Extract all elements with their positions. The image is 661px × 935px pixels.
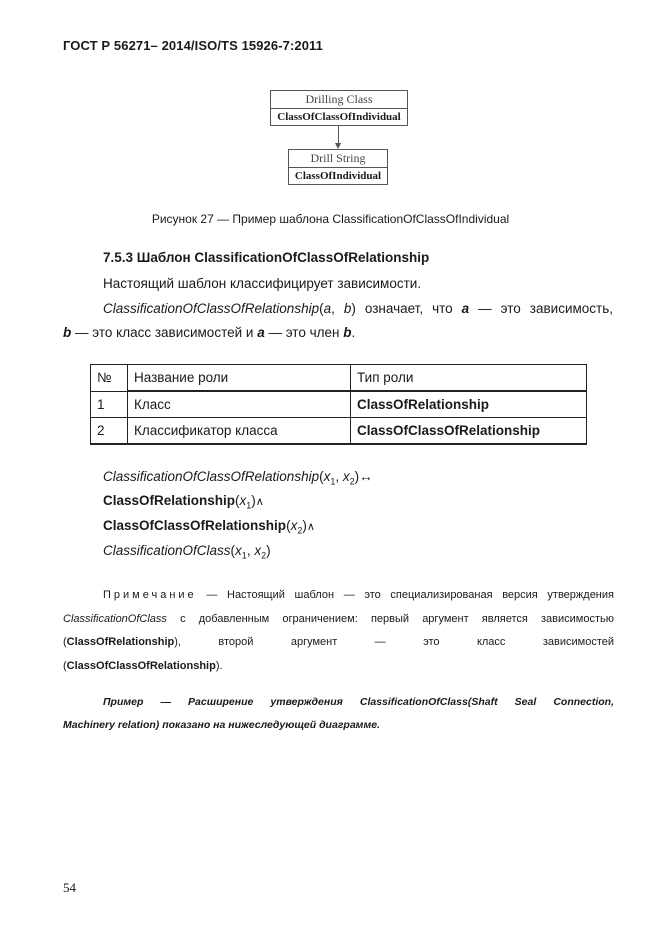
cell: Класс [128, 391, 351, 418]
example-line: Machinery relation) показано на нижеследующей диаграмме. [63, 719, 380, 731]
term: ClassOfClassOfRelationship [66, 659, 216, 672]
figure-caption: Рисунок 27 — Пример шаблона ClassificationOfClassOfIndividual [151, 212, 510, 226]
text: , [335, 469, 343, 484]
text: ) [302, 518, 307, 533]
box-type: ClassOfIndividual [294, 170, 382, 182]
note-line [63, 631, 614, 655]
var: b [343, 325, 352, 340]
formula-line [103, 469, 373, 487]
text: ( [286, 518, 291, 533]
diagram-box-drill-string [288, 149, 388, 185]
text: . [351, 325, 356, 340]
var: x [239, 493, 247, 508]
term: ClassOfRelationship [66, 636, 175, 648]
var: b [63, 325, 72, 340]
var: x [323, 469, 331, 484]
text: ) [354, 469, 360, 484]
subscript: 1 [330, 476, 336, 487]
note-line [63, 655, 614, 679]
box-name: Drilling Class [271, 91, 407, 109]
text: — это класс зависимостей и [71, 325, 258, 340]
text: ( [319, 301, 324, 316]
header-cell: Название роли [128, 365, 351, 392]
subscript: 2 [349, 476, 355, 487]
subscript: 1 [241, 550, 247, 561]
text: ( [235, 493, 240, 508]
cell: 2 [91, 418, 128, 445]
page-number: 54 [63, 880, 76, 895]
var: x [254, 543, 262, 558]
formula-line [103, 493, 264, 511]
subscript: 2 [261, 550, 267, 561]
header-cell: Тип роли [351, 365, 587, 392]
cell: ClassOfRelationship [351, 391, 587, 418]
var: a [323, 301, 332, 316]
term: ClassificationOfClassOfRelationship [103, 301, 320, 316]
subscript: 1 [246, 500, 252, 511]
box-name: Drill String [289, 150, 387, 168]
roles-table [90, 364, 587, 445]
term: ClassificationOfClassOfRelationship [103, 469, 320, 484]
text: ( [230, 543, 236, 558]
formula-line [103, 543, 271, 561]
text: ( [319, 469, 324, 484]
text: ) [266, 543, 271, 558]
text: с добавленным ограничением: первый аргумент является зависимостью [166, 612, 614, 625]
operator: ∧ [255, 496, 264, 508]
note-line [63, 584, 614, 608]
section-title: 7.5.3 Шаблон ClassificationOfClassOfRelationship [103, 250, 430, 265]
diagram-box-drilling-class [270, 90, 408, 126]
paragraph: Настоящий шаблон классифицирует зависимости. [103, 276, 422, 291]
formula-line [103, 518, 315, 536]
note-line [63, 608, 614, 632]
var: x [290, 518, 298, 533]
term: ClassificationOfClass [103, 543, 231, 558]
table-row [91, 418, 587, 445]
example-line: Пример — Расширение утверждения ClassificationOfClass(Shaft Seal Connection, [103, 696, 614, 708]
paragraph-continuation [63, 325, 355, 340]
box-type: ClassOfClassOfIndividual [277, 111, 401, 123]
operator: ∧ [306, 521, 315, 533]
text: ). [215, 659, 223, 672]
var: a [461, 301, 470, 316]
term: ClassificationOfClass [63, 612, 167, 625]
note-label: Примечание [103, 589, 197, 601]
text: , [331, 301, 344, 316]
text: ( [63, 659, 67, 672]
var: x [342, 469, 350, 484]
paragraph-definition [103, 301, 613, 316]
var: b [343, 301, 352, 316]
table-row [91, 391, 587, 418]
note-block [63, 584, 614, 678]
text: ), второй аргумент — это класс зависимостей [174, 636, 614, 648]
header-cell: № [91, 365, 128, 392]
term: ClassOfClassOfRelationship [103, 518, 287, 533]
text: ) [251, 493, 256, 508]
text: ( [63, 636, 67, 648]
text: означает, что [355, 301, 462, 316]
text: , [246, 543, 255, 558]
cell: ClassOfClassOfRelationship [351, 418, 587, 445]
operator: ↔ [359, 469, 373, 484]
var: x [235, 543, 242, 558]
table-header-row [91, 365, 587, 392]
subscript: 2 [297, 525, 303, 536]
text: ) [351, 301, 356, 316]
text: — это член [264, 325, 344, 340]
example-block [63, 691, 614, 737]
var: a [257, 325, 265, 340]
term: ClassOfRelationship [103, 493, 236, 508]
cell: Классификатор класса [128, 418, 351, 445]
text: — Настоящий шаблон — это специализированая версия утверждения [196, 589, 614, 601]
text: — это зависимость, [469, 301, 613, 316]
cell: 1 [91, 391, 128, 418]
document-header: ГОСТ Р 56271– 2014/ISO/TS 15926-7:2011 [63, 38, 324, 53]
